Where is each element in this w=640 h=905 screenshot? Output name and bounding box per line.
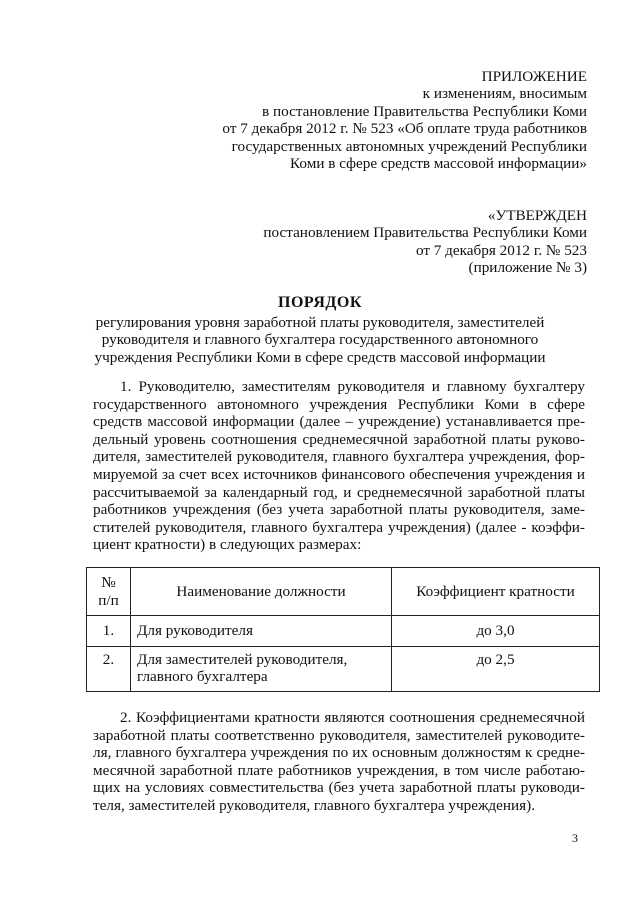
- row-position-line: Для заместителей руководителя,: [137, 651, 348, 668]
- appendix-header: [222, 68, 587, 172]
- approval-line: от 7 декабря 2012 г. № 523: [415, 241, 587, 259]
- paragraph-line: 2. Коэффициентами кратности являются соотношения среднемесячной: [120, 709, 585, 726]
- header-num-line: п/п: [98, 591, 119, 609]
- table-row: [87, 616, 600, 647]
- paragraph-line: дельный уровень соотношения среднемесячной заработной платы руково-: [93, 430, 585, 448]
- table-header-row: [87, 568, 600, 616]
- row-position: [131, 647, 392, 692]
- header-num-line: №: [101, 574, 116, 592]
- row-position: Для руководителя: [131, 616, 392, 647]
- paragraph-line: теля, заместителей руководителя, главного бухгалтера учреждения).: [93, 796, 535, 814]
- paragraph-line: ля, главного бухгалтера учреждения по их основным должностям к средне-: [93, 744, 585, 762]
- paragraph-line: щих на условиях совместительства (без учета заработной платы руководи-: [93, 779, 585, 797]
- document-title: ПОРЯДОК: [278, 294, 362, 311]
- approval-header: [263, 207, 587, 277]
- ratio-table: [86, 567, 600, 692]
- page-number: 3: [572, 831, 578, 845]
- paragraph-line: заработной платы соответственно руководителя, заместителей руководите-: [93, 726, 585, 744]
- approval-line: (приложение № 3): [468, 259, 587, 277]
- paragraph-2: [93, 709, 585, 815]
- paragraph-line: стителей руководителя, главного бухгалтера учреждения) (далее - коэффи-: [93, 518, 585, 536]
- subtitle-line: руководителя и главного бухгалтера государственного автономного: [101, 331, 539, 349]
- appendix-line: от 7 декабря 2012 г. № 523 «Об оплате труда работников: [222, 120, 587, 138]
- table-row: [87, 647, 600, 692]
- appendix-line: к изменениям, вносимым: [422, 85, 587, 103]
- paragraph-line: мируемой за счет всех источников финансового обеспечения учреждения и: [93, 465, 585, 483]
- header-num: [87, 568, 131, 616]
- row-ratio: до 2,5: [392, 647, 600, 692]
- paragraph-line: работников учреждения (без учета заработной платы руководителя, заме-: [93, 501, 585, 519]
- appendix-line: государственных автономных учреждений Республики: [231, 137, 587, 155]
- paragraph-line: дителя, заместителей руководителя, главного бухгалтера учреждения, фор-: [93, 448, 585, 466]
- document-subtitle: [0, 314, 640, 366]
- header-ratio: Коэффициент кратности: [392, 568, 600, 616]
- paragraph-line: государственного автономного учреждения Республики Коми в сфере: [93, 395, 585, 413]
- approval-line: постановлением Правительства Республики Коми: [263, 224, 587, 242]
- subtitle-line: регулирования уровня заработной платы руководителя, заместителей: [95, 314, 545, 331]
- paragraph-line: средств массовой информации (далее – учреждение) устанавливается пре-: [93, 413, 585, 431]
- paragraph-line: месячной заработной плате работников учреждения, в том числе работаю-: [93, 761, 585, 779]
- row-num: 2.: [87, 647, 131, 692]
- approval-title: «УТВЕРЖДЕН: [487, 207, 587, 224]
- subtitle-line: учреждения Республики Коми в сфере средств массовой информации: [94, 348, 546, 366]
- appendix-line: Коми в сфере средств массовой информации»: [290, 155, 587, 173]
- row-ratio: до 3,0: [392, 616, 600, 647]
- appendix-title: ПРИЛОЖЕНИЕ: [481, 68, 587, 85]
- row-position-line: главного бухгалтера: [137, 668, 268, 686]
- paragraph-line: 1. Руководителю, заместителям руководителя и главному бухгалтеру: [120, 378, 585, 395]
- paragraph-line: рассчитываемой за календарный год, и среднемесячной заработной платы: [93, 483, 585, 501]
- paragraph-line: циент кратности) в следующих размерах:: [93, 536, 362, 554]
- appendix-line: в постановление Правительства Республики Коми: [262, 102, 587, 120]
- header-position: Наименование должности: [131, 568, 392, 616]
- row-num: 1.: [87, 616, 131, 647]
- paragraph-1: [93, 378, 585, 554]
